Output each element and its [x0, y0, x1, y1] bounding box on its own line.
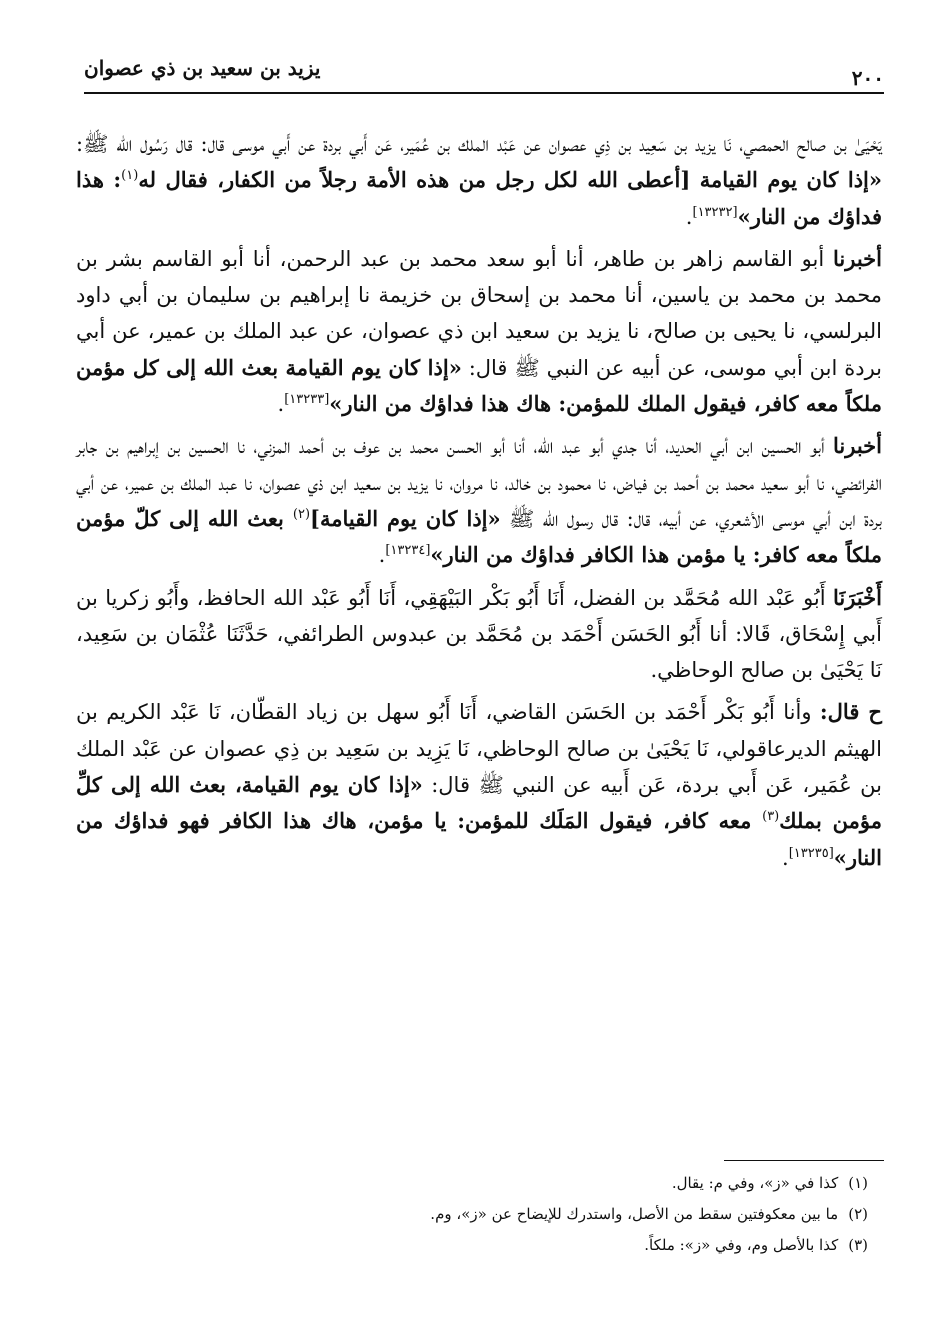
reference-marker: (١)	[121, 168, 139, 184]
reference-marker: [١٣٢٣٤]	[385, 543, 431, 559]
page-number: ٢٠٠	[851, 66, 884, 90]
footnote-number: (٣)	[848, 1236, 868, 1254]
bold-text: أخبرنا	[833, 245, 882, 271]
footnote-text: ما بين معكوفتين سقط من الأصل، واستدرك للإيضاح عن «ز»، وم.	[430, 1205, 839, 1223]
bold-text: أَخْبَرَنَا	[833, 584, 882, 610]
footnote-number: (٢)	[848, 1205, 868, 1223]
paragraph	[76, 241, 882, 422]
running-title: يزيد بن سعيد بن ذي عصوان	[84, 56, 321, 80]
bold-text: «إذا كان يوم القيامة بعث الله إلى كل مؤمن ملكاً معه كافر، فيقول الملك للمؤمن: هاك هذا فداؤك من النار»	[76, 354, 882, 417]
text-run: وأنا أَبُو بَكْر أَحْمَد بن الحَسَن القاضي، أَنَا أَبُو سهل بن زياد القطّان، نَا عَبْد الكريم بن الهيثم الديرعاقولي، نَا يَحْيَىٰ بن صالح الوحاظي، نَا يَزِيد بن سَعِيد بن ذِي عصوان عن عَبْد الملك بن عُمَير، عَن أَبي بردة، عَن أَبيه عن النبي ﷺ قال:	[76, 700, 882, 798]
text-run: .	[378, 543, 386, 568]
paragraph	[76, 694, 882, 875]
footnote-number: (١)	[848, 1174, 868, 1192]
footnote	[120, 1199, 868, 1230]
text-run: أَبُو عَبْد الله مُحَمَّد بن الفضل، أَنَا أَبُو بَكْر البَيْهَقِي، أَنَا أَبُو عَبْد الله الحافظ، وأَبُو زكريا بن أَبي إِسْحَاق، قَالا: أنا أَبُو الحَسَن أَحْمَد بن مُحَمَّد بن عبدوس الطرائفي، حَدَّثَنَا عُثْمَان بن سَعِيد، نَا يَحْيَىٰ بن صالح الوحاظي.	[76, 585, 882, 683]
reference-marker: [١٣٢٣٣]	[284, 392, 330, 408]
text-run: .	[782, 845, 789, 870]
page-header	[84, 52, 884, 94]
reference-marker: [١٣٢٣٢]	[692, 204, 738, 220]
footnote	[120, 1168, 868, 1199]
text-run: أبو الحسين ابن أبي الحديد، أنا جدي أبو عبد الله، أنا أبو الحسن محمد بن عوف بن أحمد المزني، نا الحسين بن إبراهيم بن جابر الفرائضي، نا أبو سعيد محمد بن أحمد بن فياض، نا محمود بن خالد، نا مروان، نا يزيد بن سعيد ابن ذي عصوان، نا عبد الملك بن عمير، عن أبي بردة ابن أبي موسى الأشعري، عن أبيه، قال: قال رسول الله ﷺ	[76, 434, 882, 531]
text-run: .	[277, 392, 285, 417]
bold-text: معه كافر، فيقول المَلَك للمؤمن: يا مؤمن، هاك هذا الكافر فهو فداؤك من النار»	[76, 808, 882, 870]
bold-text: ح قال:	[819, 699, 882, 725]
paragraph	[76, 126, 882, 235]
text-run: يَحْيَىٰ بن صالح الحمصي، نَا يزيد بن سَعِيد بن ذِي عصوان عن عَبْد الملك بن عُمَير، عَن أَبي بردة عن أَبي موسى قال: قال رَسُول الله ﷺ:	[76, 132, 882, 156]
footnote-text: كذا بالأصل وم، وفي «ز»: ملكاً.	[644, 1236, 839, 1254]
bold-text: «إذا كان يوم القيامة، بعث الله إلى كلِّ مؤمن بملك	[76, 772, 882, 834]
text-run: أبو القاسم زاهر بن طاهر، أنا أبو سعد محمد بن عبد الرحمن، أنا أبو القاسم بشر بن محمد بن محمد بن ياسين، أنا محمد بن إسحاق بن خزيمة نا إبراهيم بن سليمان بن أبي داود البرلسي، نا يحيى بن صالح، نا يزيد بن سعيد ابن ذي عصوان، عن عبد الملك بن عمير، عن أبي بردة ابن أبي موسى، عن أبيه عن النبي ﷺ قال:	[76, 246, 882, 380]
reference-marker: (٣)	[762, 809, 780, 825]
bold-text: «إذا كان يوم القيامة [أعطى الله لكل رجل من هذه الأمة رجلاً من الكفار، فقال له	[138, 167, 882, 193]
text-run: .	[685, 204, 693, 229]
footnotes	[120, 1168, 868, 1261]
bold-text: بعث الله إلى كلّ مؤمن ملكاً معه كافر: يا مؤمن هذا الكافر فداؤك من النار»	[76, 505, 882, 568]
footnote-separator	[724, 1160, 884, 1161]
footnote-text: كذا في «ز»، وفي م: يقال.	[671, 1174, 839, 1192]
main-text	[76, 126, 882, 882]
reference-marker: (٢)	[292, 506, 311, 522]
bold-text: «إذا كان يوم القيامة]	[310, 505, 501, 531]
reference-marker: [١٣٢٣٥]	[788, 845, 834, 861]
footnote	[120, 1230, 868, 1261]
paragraph	[76, 580, 882, 689]
bold-text: أخبرنا	[833, 433, 882, 459]
paragraph	[76, 428, 882, 573]
bold-text: : هذا فداؤك من النار»	[76, 167, 882, 229]
